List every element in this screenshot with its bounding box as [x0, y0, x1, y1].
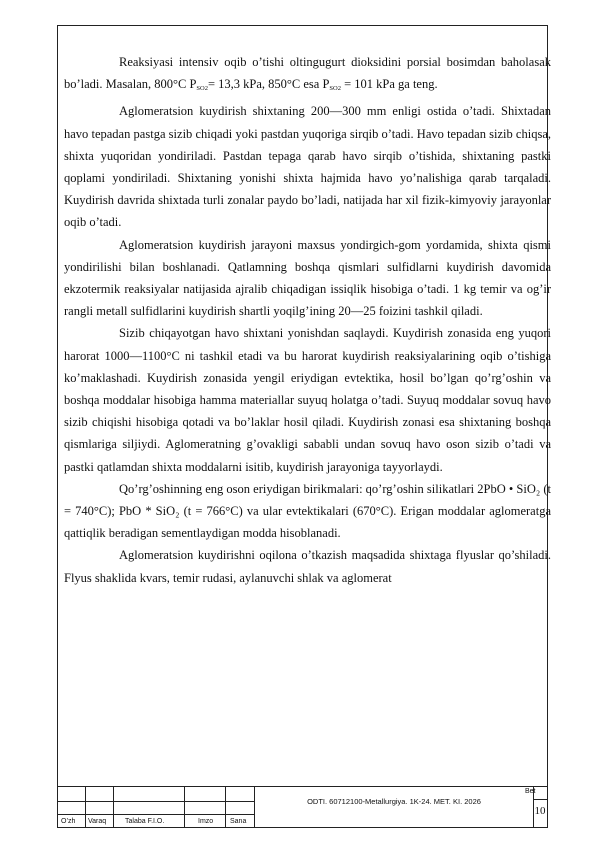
- paragraph-5: Qo’rg’oshinning eng oson eriydigan birikmalari: qo’rg’oshin silikatlari 2PbO • SiO₂ (t = 740°C); PbO * SiO₂ (t = 766°C) va ular evtektikalari (670°C). Erigan moddalar aglomeratga qattiqlik beradigan sementlaydigan modda hisoblanadi.: [64, 481, 551, 541]
- col-imzo-label: Imzo: [198, 818, 214, 825]
- bet-label: Bet: [525, 788, 536, 795]
- document-id: ODTI. 60712100-Metallurgiya. 1K-24. MET. KI. 2026: [307, 797, 481, 806]
- paragraph-4: Sizib chiqayotgan havo shixtani yonishdan saqlaydi. Kuydirish zonasida eng yuqori harorat 1000—1100°C ni tashkil etadi va bu harorat kuydirish reaksiyalarining oqib o’tishiga ko’maklashadi. Kuydirish zonasida yengil eriydigan evtektika, hosil bo’lgan qo’rg’oshin va boshqa moddalar hisobiga hamma materiallar suyuq holatga o’tadi. Suyuq moddalar sovuq havo sizib chiqishi hisobiga qotadi va bo’laklar hosil qiladi. Kuydirish zonasi esa shixtaning boshqa qismlariga siljiydi. Aglomeratning g’ovakligi sababli undan sovuq havo oson sizib o’tadi va pastki qatlamdan shixta moddalarni isitib, kuydirish jarayoniga tayyorlaydi.: [64, 326, 551, 474]
- paragraph-1: Reaksiyasi intensiv oqib o’tishi oltingugurt dioksidini porsial bosimdan baholasak bo’ladi. Masalan, 800°C $P_{SO2}= 13,3$ kPa, 850°C esa $P_{SO2} = 101$ kPa ga teng.: [64, 55, 551, 93]
- title-block-stamp: [57, 786, 548, 828]
- paragraph-6: Aglomeratsion kuydirishni oqilona o’tkazish maqsadida shixtaga flyuslar qo’shiladi. Flyus shaklida kvars, temir rudasi, aylanuvchi shlak va aglomerat: [64, 548, 551, 585]
- paragraph-3: Aglomeratsion kuydirish jarayoni maxsus yondirgich-gom yordamida, shixta qismi yondirilishi bilan boshlanadi. Qatlamning boshqa qismlari sulfidlarni kuydirish davomida ekzotermik reaksiyalar natijasida ajralib chiqadigan issiqlik hisobiga o’tadi. 1 kg temir va og’ir rangli metall sulfidlarini kuydirish shartli yoqilg’ining 20—25 foizini tashkil qiladi.: [64, 237, 551, 319]
- document-body: [64, 51, 551, 589]
- col-varaq-label: Varaq: [88, 818, 107, 825]
- col-sana-label: Sana: [230, 818, 247, 825]
- page-number: 10: [534, 805, 546, 817]
- col-ozh-label: O’zh: [61, 818, 76, 825]
- col-talaba-label: Talaba F.I.O.: [125, 818, 165, 825]
- paragraph-2: Aglomeratsion kuydirish shixtaning 200—300 mm enligi ostida o’tadi. Shixtadan havo tepadan pastga sizib chiqadi yoki pastdan yuqoriga sirqib o’tadi. Havo tepadan sizib chiqsa, shixta yuqoridan yondiriladi. Pastdan tepaga qarab havo sirqib o’tishida, shixtaning pastki qoplami yondiriladi. Shixtaning yonishi shixta hajmida havo yo’nalishiga qarab tarqaladi. Kuydirish davrida shixtada turli zonalar paydo bo’ladi, natijada har xil fizik-kimyoviy jarayonlar oqib o’tadi.: [64, 104, 551, 230]
